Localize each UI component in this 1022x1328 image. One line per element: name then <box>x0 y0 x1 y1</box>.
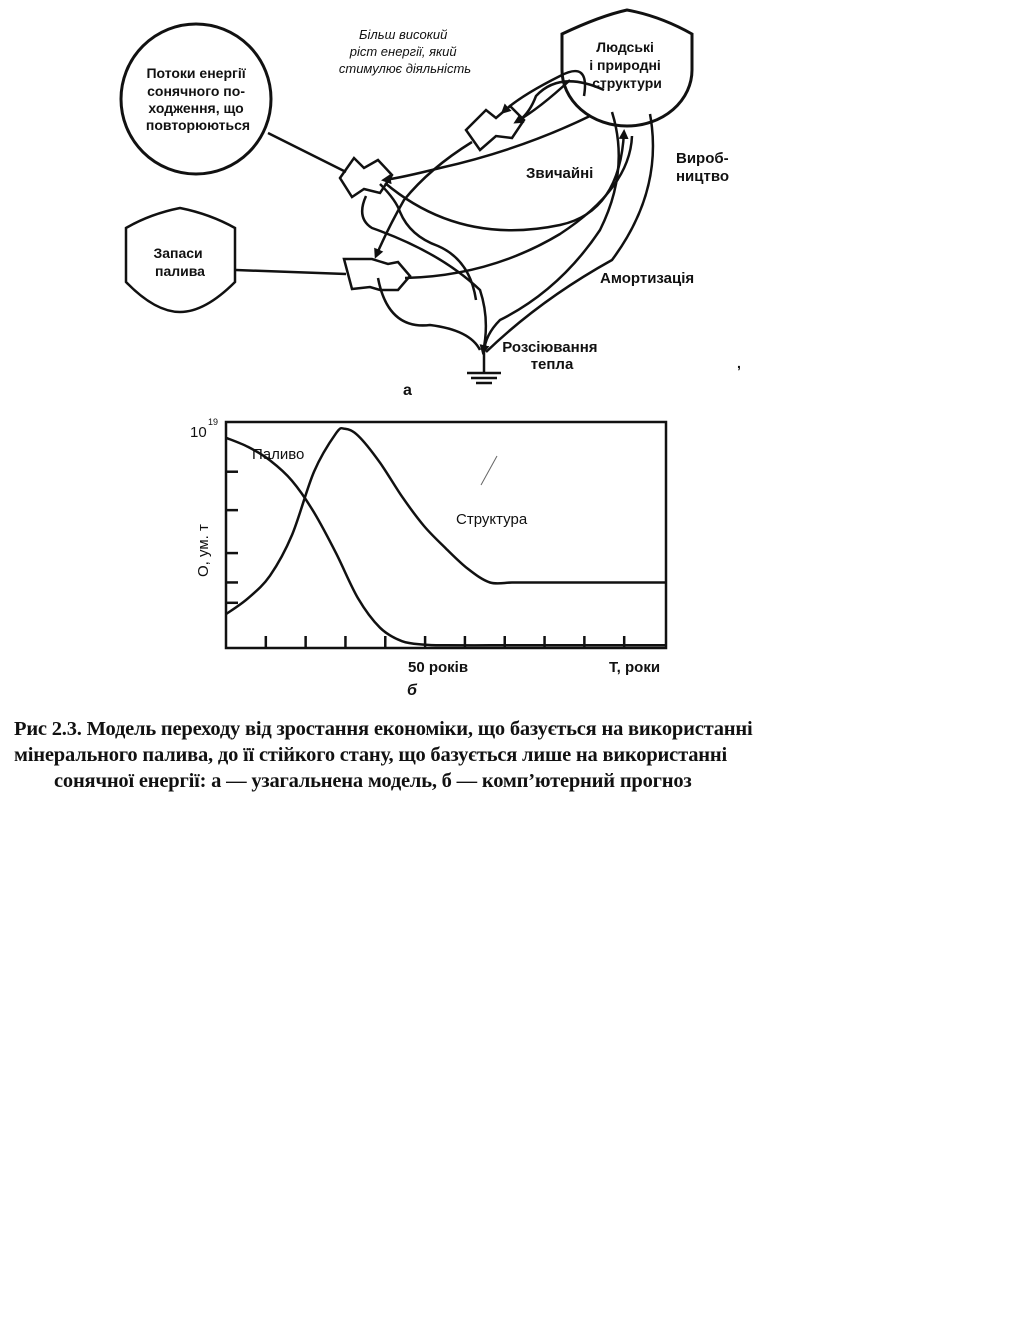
caption-line-1: Рис 2.3. Модель переходу від зростання економіки, що базується на використанні <box>14 718 753 740</box>
depreciation-label: Амортизація <box>600 270 695 287</box>
energy-flow-diagram <box>0 0 1022 400</box>
x-mid-label: 50 років <box>408 659 469 676</box>
y-top-exponent: 19 <box>208 417 219 427</box>
forecast-chart <box>0 400 1022 700</box>
caption-line-2: мінерального палива, до її стійкого стану, що базується лише на використанні <box>14 744 727 766</box>
ground-icon <box>467 352 501 383</box>
stray-stroke <box>481 456 497 485</box>
usual-label: Звичайні <box>526 165 594 182</box>
growth-interaction-shape <box>466 106 524 150</box>
series-fuel-label: Паливо <box>252 446 305 463</box>
solar-flows-label: Потоки енергії сонячного по- ходження, що повторюються <box>145 65 251 133</box>
panel-a-label: а <box>403 382 412 399</box>
fuel-reserves-label: Запаси палива <box>153 245 205 279</box>
higher-growth-label: Більш високий ріст енергії, який стимулює діяльність <box>338 27 472 76</box>
series-fuel-line <box>226 438 666 646</box>
fuel-feed-line <box>236 270 346 274</box>
y-top-label: 10 <box>190 424 207 441</box>
structures-label: Людські і природні структури <box>589 39 662 91</box>
production-label: Вироб- ництво <box>676 150 730 185</box>
solar-flows-node <box>121 24 271 174</box>
caption-line-3: сонячної енергії: а — узагальнена модель, б — комп’ютерний прогноз <box>54 770 692 792</box>
solar-interaction-shape <box>340 158 392 197</box>
y-axis-label: О, ум. т <box>195 524 212 577</box>
series-structure-label: Структура <box>456 511 528 528</box>
solar-feed-line <box>268 133 346 172</box>
fuel-interaction-shape <box>344 259 410 290</box>
x-end-label: Т, роки <box>609 659 661 676</box>
heat-dissipation-label: Розсіювання тепла <box>502 339 598 373</box>
figure-caption <box>14 716 834 794</box>
stray-mark: , <box>737 355 741 371</box>
panel-b-label: б <box>407 682 417 699</box>
